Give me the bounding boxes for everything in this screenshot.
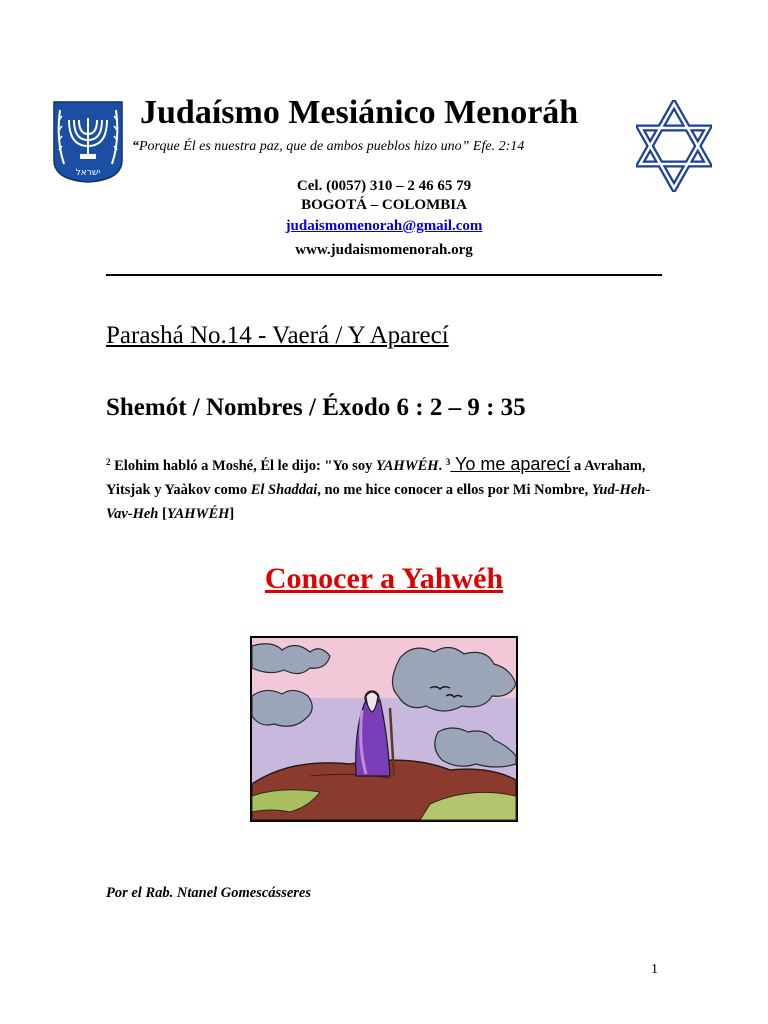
header-divider [106, 274, 662, 276]
author-line: Por el Rab. Ntanel Gomescásseres [106, 885, 311, 901]
verse-number: 3 [445, 457, 451, 467]
moses-on-hill-illustration [250, 636, 518, 822]
verse-text [106, 452, 666, 526]
topic-title: Conocer a Yahwéh [264, 562, 504, 595]
contact-website: www.judaismomenorah.org [295, 242, 473, 258]
highlighted-phrase: Yo me aparecí [450, 454, 571, 474]
scripture-reference: Shemót / Nombres / Éxodo 6 : 2 – 9 : 35 [106, 394, 526, 421]
motto [132, 139, 524, 155]
verse-segment: . [438, 458, 446, 474]
contact-city: BOGOTÁ – COLOMBIA [301, 197, 467, 213]
divine-name: YAHWÉH [375, 458, 439, 474]
verse-segment: ] [229, 506, 235, 522]
verse-segment: [ [158, 506, 167, 522]
verse-segment: a Avraham, Yitsjak y Yaàkov como [106, 458, 646, 498]
verse-segment: Elohim habló a Moshé, Él le dijo: "Yo soy [110, 458, 376, 474]
motto-open-quote: “ [132, 139, 139, 154]
divine-title: El Shaddai [250, 482, 318, 498]
verse-segment: , no me hice conocer a ellos por Mi Nombre, [317, 482, 592, 498]
menorah-emblem-icon [52, 100, 124, 184]
emblem-label: ישראל [75, 168, 101, 178]
divine-name: YAHWÉH [166, 506, 230, 522]
motto-text: Porque Él es nuestra paz, que de ambos pueblos hizo uno” Efe. 2:14 [139, 139, 525, 154]
page-number: 1 [651, 962, 658, 977]
contact-phone: Cel. (0057) 310 – 2 46 65 79 [296, 178, 472, 194]
divine-name-letters: Yud-Heh-Vav-Heh [106, 482, 651, 522]
contact-email-link[interactable]: judaismomenorah@gmail.com [285, 218, 483, 234]
verse-number: 2 [106, 457, 111, 467]
organization-title: Judaísmo Mesiánico Menoráh [140, 94, 579, 131]
parasha-title: Parashá No.14 - Vaerá / Y Aparecí [106, 322, 449, 349]
